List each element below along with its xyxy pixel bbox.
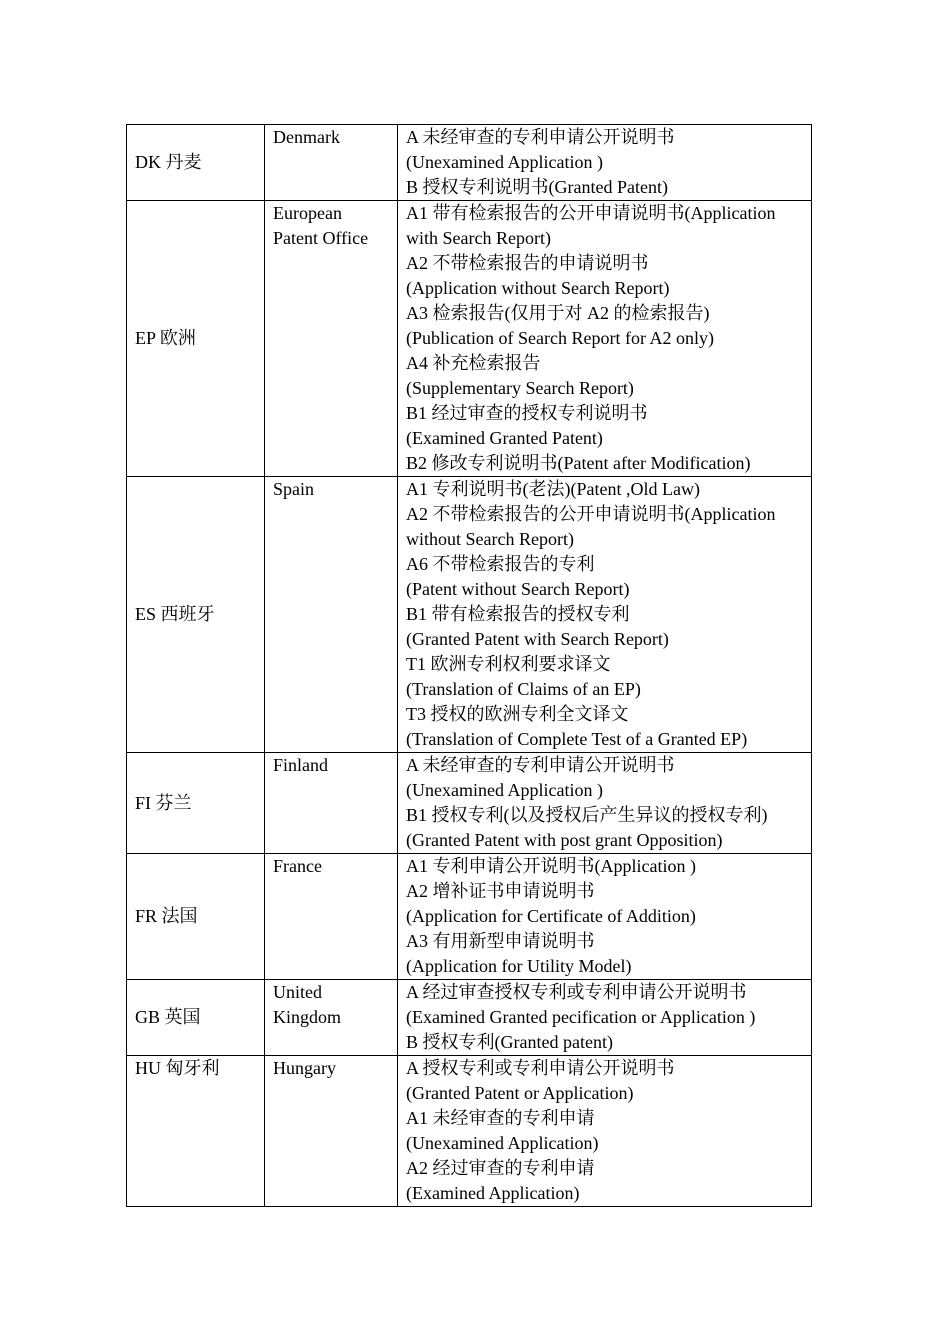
kind-codes-cell xyxy=(398,1056,812,1207)
kind-code-line: (Supplementary Search Report) xyxy=(406,378,634,398)
kind-code-line: (Unexamined Application) xyxy=(406,1133,599,1153)
country-code-cell: FR 法国 xyxy=(127,854,265,980)
kind-code-line: T1 欧洲专利权利要求译文 xyxy=(406,654,611,674)
kind-code-line: (Examined Granted Patent) xyxy=(406,428,603,448)
kind-code-line: A6 不带检索报告的专利 xyxy=(406,554,595,574)
kind-code-line: (Granted Patent with Search Report) xyxy=(406,629,669,649)
country-name-cell: Finland xyxy=(265,753,398,854)
table-row xyxy=(127,753,812,854)
kind-code-line: B 授权专利(Granted patent) xyxy=(406,1032,613,1052)
kind-code-line: (Granted Patent or Application) xyxy=(406,1083,634,1103)
kind-code-line: A 未经审查的专利申请公开说明书 xyxy=(406,127,675,147)
kind-code-line: A1 带有检索报告的公开申请说明书(Application with Search Report) xyxy=(406,203,776,248)
kind-codes-cell xyxy=(398,201,812,477)
country-code-cell: GB 英国 xyxy=(127,980,265,1056)
table-row xyxy=(127,201,812,477)
table-row xyxy=(127,477,812,753)
table-row xyxy=(127,854,812,980)
country-name-cell: Denmark xyxy=(265,125,398,201)
country-code-cell: EP 欧洲 xyxy=(127,201,265,477)
kind-code-line: (Application for Utility Model) xyxy=(406,956,632,976)
country-name-cell: France xyxy=(265,854,398,980)
kind-code-line: B1 经过审查的授权专利说明书 xyxy=(406,403,648,423)
kind-code-line: A 授权专利或专利申请公开说明书 xyxy=(406,1058,675,1078)
kind-code-line: B 授权专利说明书(Granted Patent) xyxy=(406,177,668,197)
kind-codes-cell xyxy=(398,477,812,753)
kind-code-line: A2 不带检索报告的公开申请说明书(Application without Search Report) xyxy=(406,504,776,549)
kind-code-line: A1 专利申请公开说明书(Application ) xyxy=(406,856,696,876)
kind-code-line: A1 未经审查的专利申请 xyxy=(406,1108,595,1128)
kind-codes-cell xyxy=(398,980,812,1056)
kind-code-line: A3 有用新型申请说明书 xyxy=(406,931,595,951)
kind-code-line: B1 带有检索报告的授权专利 xyxy=(406,604,630,624)
kind-code-line: (Granted Patent with post grant Opposition) xyxy=(406,830,723,850)
country-code-cell: ES 西班牙 xyxy=(127,477,265,753)
patent-kind-code-table xyxy=(126,124,812,1207)
country-code-cell: HU 匈牙利 xyxy=(127,1056,265,1207)
kind-codes-cell xyxy=(398,753,812,854)
kind-code-line: (Patent without Search Report) xyxy=(406,579,630,599)
kind-codes-cell xyxy=(398,125,812,201)
kind-code-line: A 未经审查的专利申请公开说明书 xyxy=(406,755,675,775)
kind-code-line: (Unexamined Application ) xyxy=(406,152,603,172)
table-row xyxy=(127,125,812,201)
kind-code-line: (Examined Granted pecification or Application ) xyxy=(406,1007,756,1027)
country-name-cell: United Kingdom xyxy=(265,980,398,1056)
country-name-cell: Hungary xyxy=(265,1056,398,1207)
kind-code-line: (Application for Certificate of Addition) xyxy=(406,906,696,926)
kind-code-line: (Translation of Complete Test of a Granted EP) xyxy=(406,729,748,749)
kind-code-line: B1 授权专利(以及授权后产生异议的授权专利) xyxy=(406,805,768,825)
kind-code-line: B2 修改专利说明书(Patent after Modification) xyxy=(406,453,751,473)
kind-code-line: T3 授权的欧洲专利全文译文 xyxy=(406,704,629,724)
country-code-cell: DK 丹麦 xyxy=(127,125,265,201)
kind-code-line: A2 增补证书申请说明书 xyxy=(406,881,595,901)
kind-code-line: A2 经过审查的专利申请 xyxy=(406,1158,595,1178)
kind-code-line: (Application without Search Report) xyxy=(406,278,670,298)
kind-code-line: A3 检索报告(仅用于对 A2 的检索报告) xyxy=(406,303,710,323)
kind-code-line: A4 补充检索报告 xyxy=(406,353,541,373)
kind-code-line: A2 不带检索报告的申请说明书 xyxy=(406,253,649,273)
kind-code-line: (Examined Application) xyxy=(406,1183,580,1203)
country-name-cell: Spain xyxy=(265,477,398,753)
kind-code-line: (Unexamined Application ) xyxy=(406,780,603,800)
country-code-cell: FI 芬兰 xyxy=(127,753,265,854)
kind-code-line: A 经过审查授权专利或专利申请公开说明书 xyxy=(406,982,747,1002)
table-row xyxy=(127,980,812,1056)
kind-code-line: (Publication of Search Report for A2 only) xyxy=(406,328,714,348)
country-name-cell: European Patent Office xyxy=(265,201,398,477)
kind-codes-cell xyxy=(398,854,812,980)
kind-code-line: A1 专利说明书(老法)(Patent ,Old Law) xyxy=(406,479,700,499)
table-row xyxy=(127,1056,812,1207)
kind-code-line: (Translation of Claims of an EP) xyxy=(406,679,641,699)
